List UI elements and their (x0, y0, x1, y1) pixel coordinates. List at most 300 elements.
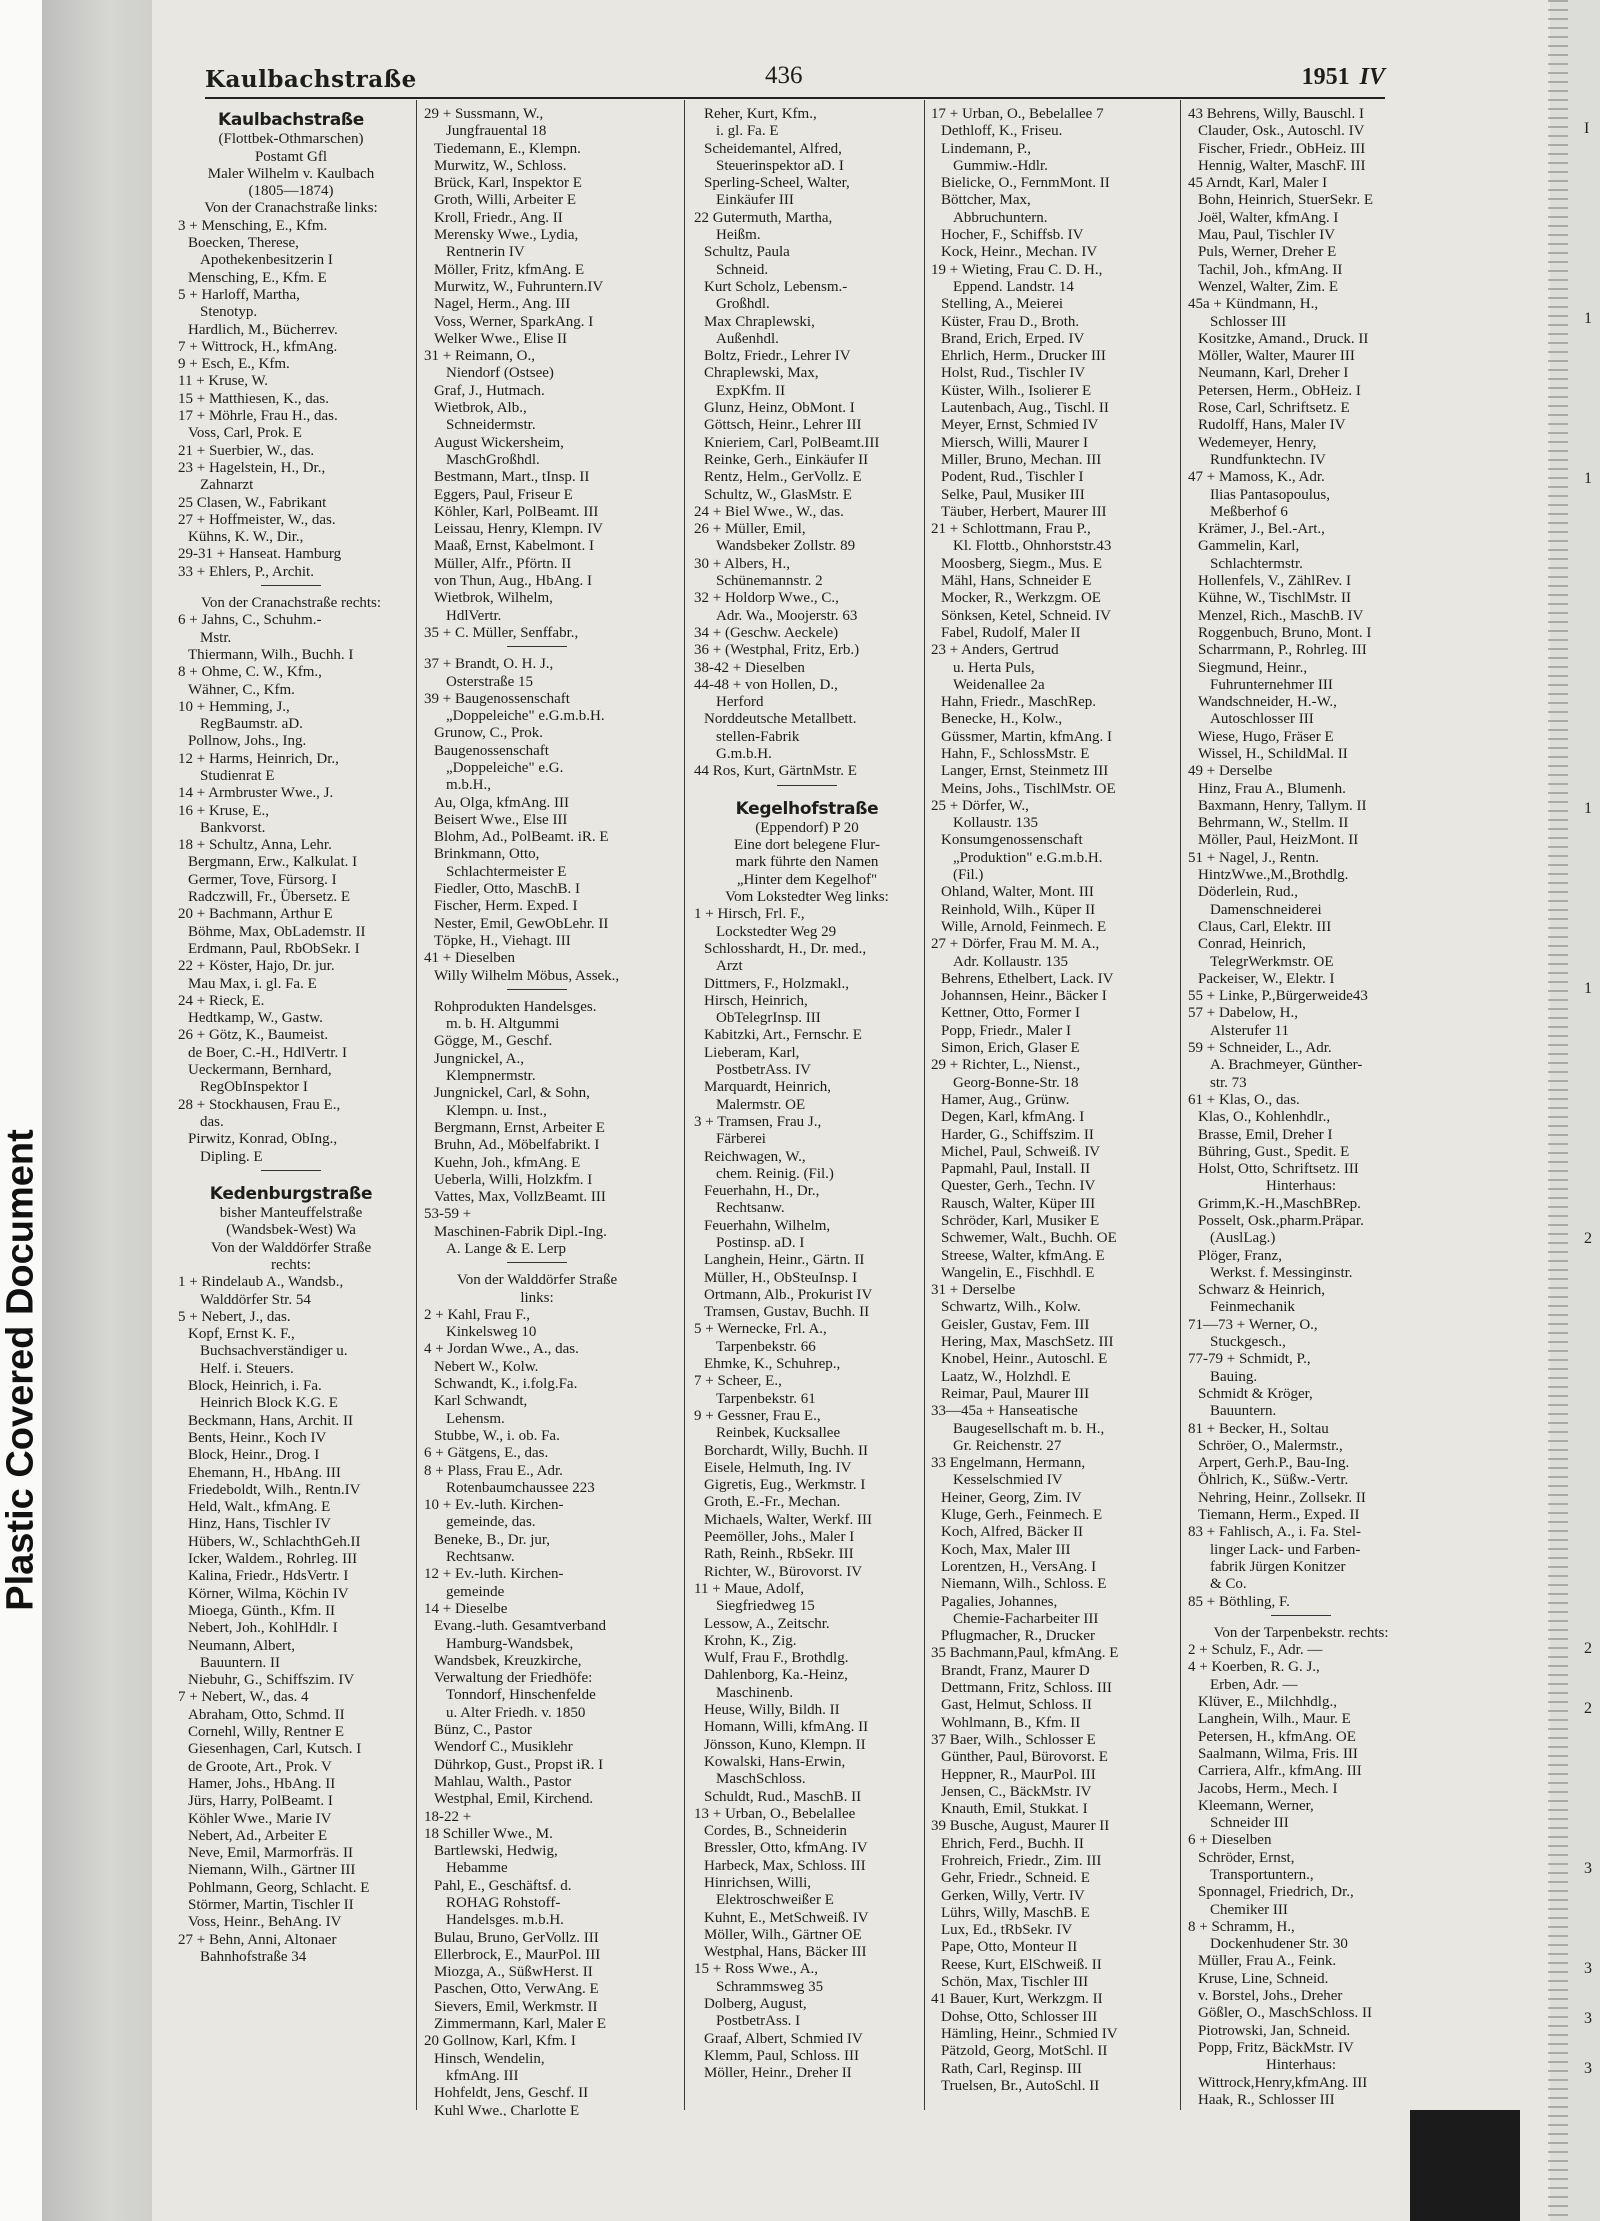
directory-column-2 (424, 106, 650, 2116)
directory-entry: A. Brachmeyer, Günther- (1210, 1057, 1363, 1074)
directory-entry: Bahnhofstraße 34 (200, 1948, 307, 1965)
directory-entry: Koch, Max, Maler III (941, 1541, 1071, 1558)
directory-entry: (AuslLag.) (1210, 1230, 1276, 1247)
directory-entry: Tonndorf, Hinschenfelde (446, 1687, 596, 1704)
directory-entry: Störmer, Martin, Tischler II (188, 1896, 354, 1913)
directory-entry: Knieriem, Carl, PolBeamt.III (704, 434, 880, 451)
directory-entry: 26 + Götz, K., Baumeist. (178, 1027, 329, 1044)
directory-entry: gemeinde (446, 1583, 505, 1600)
directory-entry: Petersen, Herm., ObHeiz. I (1198, 382, 1361, 399)
directory-entry: 5 + Nebert, J., das. (178, 1308, 291, 1325)
directory-entry: Gammelin, Karl, (1198, 538, 1300, 555)
directory-entry: Herford (716, 694, 764, 711)
directory-entry: 33 Engelmann, Hermann, (931, 1455, 1086, 1472)
directory-entry: 8 + Plass, Frau E., Adr. (424, 1462, 563, 1479)
directory-entry: Knobel, Heinr., Autoschl. E (941, 1351, 1108, 1368)
directory-entry: 61 + Klas, O., das. (1188, 1091, 1300, 1108)
section-separator (424, 646, 650, 656)
adjacent-page-fragment: 3 (1584, 1960, 1592, 1977)
directory-entry: Paschen, Otto, VerwAng. E (434, 1981, 599, 1998)
column-divider (1180, 100, 1181, 2110)
directory-entry: Möller, Paul, HeizMont. II (1198, 832, 1359, 849)
directory-entry: „Doppeleiche" e.G. (446, 759, 564, 776)
directory-entry: 71—73 + Werner, O., (1188, 1316, 1318, 1333)
directory-entry: i. gl. Fa. E (716, 123, 779, 140)
directory-entry: m.b.H., (446, 777, 491, 794)
page-gutter (42, 0, 152, 2221)
directory-entry: 5 + Harloff, Martha, (178, 286, 300, 303)
directory-entry: chem. Reinig. (Fil.) (716, 1165, 834, 1182)
adjacent-page-fragment: 1 (1584, 310, 1592, 327)
directory-entry: Pflugmacher, R., Drucker (941, 1628, 1095, 1645)
directory-entry: 16 + Kruse, E., (178, 802, 269, 819)
directory-entry: Willy Wilhelm Möbus, Assek., (434, 967, 620, 984)
directory-entry: Feuerhahn, H., Dr., (704, 1183, 820, 1200)
directory-entry: Ilias Pantasopoulus, (1210, 486, 1330, 503)
directory-entry: Roggenbuch, Bruno, Mont. I (1198, 624, 1372, 641)
directory-entry: Brinkmann, Otto, (434, 846, 540, 863)
directory-entry: Wiese, Hugo, Fräser E (1198, 728, 1334, 745)
directory-entry: linger Lack- und Farben- (1210, 1541, 1361, 1558)
directory-entry: Bruhn, Ad., Möbelfabrikt. I (434, 1137, 600, 1154)
directory-entry: Leissau, Henry, Klempn. IV (434, 521, 603, 538)
directory-entry: Werkst. f. Messinginstr. (1210, 1264, 1353, 1281)
directory-entry: stellen-Fabrik (716, 728, 800, 745)
directory-entry: Feuerhahn, Wilhelm, (704, 1217, 831, 1234)
directory-entry: rechts: (271, 1257, 311, 1273)
directory-entry: Buchsachverständiger u. (200, 1343, 348, 1360)
directory-entry: Cornehl, Willy, Rentner E (188, 1724, 345, 1741)
directory-entry: Arzt (716, 958, 743, 975)
directory-entry: 17 + Möhrle, Frau H., das. (178, 408, 338, 425)
directory-entry: Langhein, Heinr., Gärtn. II (704, 1252, 865, 1269)
directory-entry: Niemann, Wilh., Gärtner III (188, 1862, 356, 1879)
directory-entry: 34 + (Geschw. Aeckele) (694, 624, 839, 641)
directory-entry: Frohreich, Friedr., Zim. III (941, 1852, 1102, 1869)
directory-entry: Müller, Alfr., Pförtn. II (434, 555, 572, 572)
directory-entry: Schröder, Ernst, (1198, 1849, 1295, 1866)
directory-entry: Hardlich, M., Bücherrev. (188, 321, 338, 338)
directory-entry: Marquardt, Heinrich, (704, 1079, 832, 1096)
adjacent-page-fragment: 3 (1584, 2060, 1592, 2077)
directory-entry: Rose, Carl, Schriftsetz. E (1198, 400, 1350, 417)
directory-entry: Eisele, Helmuth, Ing. IV (704, 1459, 852, 1476)
directory-entry: Radczwill, Fr., Übersetz. E (188, 889, 351, 906)
directory-entry: Wulf, Frau F., Brothdlg. (704, 1650, 849, 1667)
directory-entry: Müller, Frau A., Feink. (1198, 1953, 1337, 1970)
directory-entry: Ehemann, H., HbAng. III (188, 1464, 341, 1481)
directory-entry: 59 + Schneider, L., Adr. (1188, 1040, 1332, 1057)
directory-entry: Schneider III (1210, 1815, 1289, 1832)
directory-entry: Eppend. Landstr. 14 (953, 278, 1074, 295)
directory-entry: Dockenhudener Str. 30 (1210, 1936, 1348, 1953)
directory-entry: Eine dort belegene Flur- (734, 837, 880, 854)
directory-entry: Schlachtermeister E (446, 863, 567, 880)
adjacent-page-fragment: 2 (1584, 1700, 1592, 1717)
directory-entry: Alsterufer 11 (1210, 1022, 1289, 1039)
directory-entry: TelegrWerkmstr. OE (1210, 953, 1334, 970)
directory-entry: Kinkelsweg 10 (446, 1324, 537, 1341)
page-number: 436 (765, 62, 803, 89)
directory-entry: Michaels, Walter, Werkf. III (704, 1511, 873, 1528)
header-year (1302, 64, 1385, 91)
directory-entry: 5 + Wernecke, Frl. A., (694, 1321, 827, 1338)
directory-entry: Giesenhagen, Carl, Kutsch. I (188, 1741, 362, 1758)
directory-entry: Vom Lokstedter Weg links: (725, 889, 889, 906)
directory-entry: Pahl, E., Geschäftsf. d. (434, 1877, 572, 1894)
directory-entry: Grimm,K.-H.,MaschBRep. (1198, 1195, 1361, 1212)
directory-entry: Conrad, Heinrich, (1198, 936, 1306, 953)
directory-entry: Transportuntern., (1210, 1866, 1314, 1883)
directory-entry: 3 + Tramsen, Frau J., (694, 1113, 822, 1130)
directory-entry: Jungfrauental 18 (446, 123, 547, 140)
directory-entry: Wenzel, Walter, Zim. E (1198, 278, 1338, 295)
directory-entry: 55 + Linke, P.,Bürgerweide43 (1188, 988, 1368, 1005)
directory-entry: Fabel, Rudolf, Maler II (941, 624, 1081, 641)
directory-entry: links: (520, 1289, 554, 1306)
directory-entry: Pirwitz, Konrad, ObIng., (188, 1131, 338, 1148)
directory-entry: Meßberhof 6 (1210, 503, 1288, 520)
directory-entry: Handelsges. m.b.H. (446, 1912, 564, 1929)
directory-entry: Arpert, Gerh.P., Bau-Ing. (1198, 1455, 1350, 1472)
directory-entry: Weidenallee 2a (953, 676, 1045, 693)
directory-entry: 1 + Rindelaub A., Wandsb., (178, 1274, 344, 1291)
directory-entry: Tiemann, Herm., Exped. II (1198, 1507, 1360, 1524)
directory-entry: 29 + Sussmann, W., (424, 106, 544, 122)
directory-entry: RegObInspektor I (200, 1079, 308, 1096)
directory-entry: Wandsbeker Zollstr. 89 (716, 538, 856, 555)
directory-entry: Chemiker III (1210, 1901, 1288, 1918)
directory-entry: Groth, E.-Fr., Mechan. (704, 1494, 841, 1511)
directory-entry: Meyer, Ernst, Schmied IV (941, 417, 1099, 434)
directory-entry: Reimar, Paul, Maurer III (941, 1385, 1090, 1402)
section-separator (1188, 1615, 1414, 1625)
directory-entry: Peemöller, Johs., Maler I (704, 1529, 855, 1546)
directory-entry: 12 + Ev.-luth. Kirchen- (424, 1566, 564, 1583)
directory-entry: Möller, Walter, Maurer III (1198, 348, 1355, 365)
directory-entry: Böttcher, Max, (941, 192, 1031, 209)
directory-entry: Köhler, Karl, PolBeamt. III (434, 503, 599, 520)
directory-entry: Mau, Paul, Tischler IV (1198, 227, 1336, 244)
directory-entry: (Eppendorf) P 20 (755, 819, 859, 836)
directory-entry: Niebuhr, G., Schiffszim. IV (188, 1672, 355, 1689)
directory-entry: 25 + Dörfer, W., (931, 797, 1029, 814)
directory-entry: 33 + Ehlers, P., Archit. (178, 563, 314, 580)
directory-column-5 (1188, 106, 1414, 2116)
directory-entry: Langer, Ernst, Steinmetz III (941, 763, 1109, 780)
directory-entry: Schultz, Paula (704, 244, 790, 261)
adjacent-page-fragment: 1 (1584, 470, 1592, 487)
directory-entry: „Produktion" e.G.m.b.H. (953, 849, 1103, 866)
directory-entry: Hebamme (446, 1860, 508, 1877)
directory-entry: Klas, O., Kohlenhdlr., (1198, 1109, 1331, 1126)
directory-entry: 43 Behrens, Willy, Bauschl. I (1188, 106, 1365, 122)
directory-entry: Fischer, Herm. Exped. I (434, 898, 578, 915)
directory-entry: A. Lange & E. Lerp (446, 1241, 566, 1257)
directory-entry: Hahn, Friedr., MaschRep. (941, 694, 1096, 711)
directory-entry: Hahn, F., SchlossMstr. E (941, 745, 1090, 762)
directory-entry: Von der Tarpenbekstr. rechts: (1213, 1624, 1389, 1641)
directory-entry: Kl. Flottb., Ohnhorststr.43 (953, 538, 1112, 555)
directory-entry: Schön, Max, Tischler III (941, 1974, 1089, 1991)
directory-entry: Piotrowski, Jan, Schneid. (1198, 2022, 1351, 2039)
directory-entry: Wohlmann, B., Kfm. II (941, 1714, 1081, 1731)
directory-entry: Voss, Heinr., BehAng. IV (188, 1914, 342, 1931)
directory-entry: 23 + Hagelstein, H., Dr., (178, 459, 326, 476)
directory-entry: Pätzold, Georg, MotSchl. II (941, 2043, 1108, 2060)
directory-entry: Neumann, Karl, Dreher I (1198, 365, 1349, 382)
directory-entry: Günther, Paul, Bürovorst. E (941, 1749, 1108, 1766)
header-part: IV (1359, 64, 1385, 90)
directory-entry: 49 + Derselbe (1188, 763, 1273, 780)
directory-entry: Selke, Paul, Musiker III (941, 486, 1085, 503)
directory-entry: Hinsch, Wendelin, (434, 2050, 545, 2067)
directory-entry: 8 + Schramm, H., (1188, 1918, 1295, 1935)
directory-entry: Hämling, Heinr., Schmied IV (941, 2025, 1118, 2042)
directory-entry: Hinz, Frau A., Blumenh. (1198, 780, 1346, 797)
directory-entry: Kroll, Friedr., Ang. II (434, 209, 563, 226)
directory-entry: Klüver, E., Milchhdlg., (1198, 1694, 1337, 1711)
column-divider (416, 100, 417, 2110)
directory-entry: Petersen, H., kfmAng. OE (1198, 1728, 1356, 1745)
directory-entry: Schmidt & Kröger, (1198, 1385, 1313, 1402)
directory-entry: Jürs, Harry, PolBeamt. I (188, 1793, 333, 1810)
directory-entry: Rausch, Walter, Küper III (941, 1195, 1096, 1212)
directory-entry: Autoschlosser III (1210, 711, 1314, 728)
directory-entry: Benecke, H., Kolw., (941, 711, 1063, 728)
directory-entry: Nester, Emil, GewObLehr. II (434, 915, 609, 932)
directory-entry: 27 + Dörfer, Frau M. M. A., (931, 936, 1100, 953)
directory-entry: Boecken, Therese, (188, 235, 299, 252)
directory-entry: Reinhold, Wilh., Küper II (941, 901, 1096, 918)
directory-entry: Krämer, J., Bel.-Art., (1198, 521, 1325, 538)
directory-entry: Tarpenbekstr. 61 (716, 1390, 816, 1407)
directory-entry: Wietbrok, Alb., (434, 400, 527, 417)
directory-entry: Gummiw.-Hdlr. (953, 157, 1048, 174)
directory-entry: Fiedler, Otto, MaschB. I (434, 881, 581, 898)
directory-entry: Güssmer, Martin, kfmAng. I (941, 728, 1113, 745)
directory-entry: Rechtsanw. (446, 1549, 515, 1566)
directory-entry: Studienrat E (200, 767, 275, 784)
directory-entry: Bartlewski, Hedwig, (434, 1843, 558, 1860)
directory-entry: u. Herta Puls, (953, 659, 1035, 676)
directory-entry: Niemann, Wilh., Schloss. E (941, 1576, 1107, 1593)
directory-entry: m. b. H. Altgummi (446, 1016, 560, 1033)
directory-entry: Ehrich, Ferd., Buchh. II (941, 1835, 1084, 1852)
directory-entry: Döderlein, Rud., (1198, 884, 1298, 901)
directory-entry: Glunz, Heinz, ObMont. I (704, 400, 855, 417)
directory-entry: Rentnerin IV (446, 244, 525, 261)
header-street-name: Kaulbachstraße (205, 66, 417, 93)
directory-entry: Niendorf (Ostsee) (446, 365, 554, 382)
directory-entry: Heiner, Georg, Zim. IV (941, 1489, 1082, 1506)
directory-entry: 83 + Fahlisch, A., i. Fa. Stel- (1188, 1524, 1362, 1541)
directory-entry: Rotenbaumchaussee 223 (446, 1479, 595, 1496)
directory-entry: 57 + Dabelow, H., (1188, 1005, 1298, 1022)
directory-entry: Abbruchuntern. (953, 209, 1048, 226)
directory-entry: Siegfriedweg 15 (716, 1598, 815, 1615)
directory-entry: Max Chraplewski, (704, 313, 815, 330)
directory-entry: Jungnickel, A., (434, 1050, 524, 1067)
directory-entry: 10 + Ev.-luth. Kirchen- (424, 1497, 564, 1514)
directory-entry: Maler Wilhelm v. Kaulbach (207, 165, 375, 182)
directory-entry: Schwandt, K., i.folg.Fa. (434, 1376, 578, 1393)
directory-entry: Wittrock,Henry,kfmAng. III (1198, 2074, 1368, 2091)
directory-entry: Reinke, Gerh., Einkäufer II (704, 451, 869, 468)
directory-entry: Tachil, Joh., kfmAng. II (1198, 261, 1343, 278)
directory-entry: Harbeck, Max, Schloss. III (704, 1857, 866, 1874)
directory-entry: Rechtsanw. (716, 1200, 785, 1217)
adjacent-page-fragment: 3 (1584, 2010, 1592, 2027)
directory-entry: Gigretis, Eug., Werkmstr. I (704, 1477, 866, 1494)
directory-entry: Mau Max, i. gl. Fa. E (188, 975, 317, 992)
directory-entry: 11 + Maue, Adolf, (694, 1580, 804, 1597)
directory-entry: 38-42 + Dieselben (694, 659, 805, 676)
directory-entry: 15 + Ross Wwe., A., (694, 1961, 819, 1978)
directory-entry: Schneidermstr. (446, 417, 536, 434)
directory-entry: Pagalies, Johannes, (941, 1593, 1058, 1610)
directory-entry: Thiermann, Wilh., Buchh. I (188, 646, 354, 663)
directory-entry: Friedeboldt, Wilh., Rentn.IV (188, 1481, 361, 1498)
directory-entry: 37 Baer, Wilh., Schlosser E (931, 1731, 1096, 1748)
directory-entry: PostbetrAss. I (716, 2013, 801, 2030)
directory-entry: Groth, Willi, Arbeiter E (434, 192, 577, 209)
directory-entry: str. 73 (1210, 1074, 1247, 1091)
directory-entry: Stenotyp. (200, 304, 258, 321)
directory-entry: Chemie-Facharbeiter III (953, 1610, 1099, 1627)
directory-entry: Schuldt, Rud., MaschB. II (704, 1788, 862, 1805)
directory-entry: von Thun, Aug., HbAng. I (434, 573, 593, 590)
directory-entry: Nebert, Joh., KohlHdlr. I (188, 1620, 338, 1637)
directory-entry: Steuerinspektor aD. I (716, 157, 844, 174)
directory-entry: Lieberam, Karl, (704, 1044, 800, 1061)
directory-entry: Erben, Adr. — (1210, 1676, 1298, 1693)
directory-entry: Popp, Fritz, BäckMstr. IV (1198, 2039, 1354, 2056)
directory-entry: Degen, Karl, kfmAng. I (941, 1109, 1085, 1126)
directory-entry: Schwemer, Walt., Buchh. OE (941, 1230, 1117, 1247)
directory-entry: Kalina, Friedr., HdsVertr. I (188, 1568, 349, 1585)
directory-entry: Ehmke, K., Schuhrep., (704, 1356, 841, 1373)
directory-entry: Schünemannstr. 2 (716, 573, 823, 590)
directory-entry: Maschinenb. (716, 1684, 794, 1701)
scan-edge-marks (1548, 0, 1568, 2221)
directory-entry: Dohse, Otto, Schlosser III (941, 2008, 1098, 2025)
directory-entry: HintzWwe.,M.,Brothdlg. (1198, 867, 1349, 884)
directory-entry: Stelling, A., Meierei (941, 296, 1064, 313)
directory-entry: 14 + Dieselbe (424, 1600, 508, 1617)
directory-entry: Schwarz & Heinrich, (1198, 1282, 1326, 1299)
directory-entry: Zahnarzt (200, 477, 254, 494)
directory-entry: 45 Arndt, Karl, Maler I (1188, 175, 1328, 192)
directory-entry: 18 + Schultz, Anna, Lehr. (178, 837, 332, 854)
directory-entry: 6 + Dieselben (1188, 1832, 1272, 1849)
directory-entry: Bulau, Bruno, GerVollz. III (434, 1929, 599, 1946)
directory-entry: Konsumgenossenschaft (941, 832, 1083, 849)
directory-entry: Wietbrok, Wilhelm, (434, 590, 553, 607)
directory-entry: Nebert W., Kolw. (434, 1358, 539, 1375)
directory-entry: Mahlau, Walth., Pastor (434, 1773, 572, 1790)
directory-entry: Lührs, Willy, MaschB. E (941, 1904, 1090, 1921)
directory-entry: Sievers, Emil, Werkmstr. II (434, 1998, 598, 2015)
directory-entry: fabrik Jürgen Konitzer (1210, 1558, 1346, 1575)
directory-entry: Murwitz, W., Schloss. (434, 157, 567, 174)
directory-entry: Brand, Erich, Erped. IV (941, 330, 1085, 347)
directory-entry: Siegmund, Heinr., (1198, 659, 1308, 676)
directory-entry: Möller, Heinr., Dreher II (704, 2065, 852, 2082)
directory-entry: Sponnagel, Friedrich, Dr., (1198, 1884, 1354, 1901)
directory-entry: 7 + Nebert, W., das. 4 (178, 1689, 309, 1706)
directory-entry: 1 + Hirsch, Frl. F., (694, 906, 805, 923)
directory-entry: Dettmann, Fritz, Schloss. III (941, 1680, 1112, 1697)
directory-entry: 35 + C. Müller, Senffabr., (424, 624, 579, 641)
directory-entry: Plöger, Franz, (1198, 1247, 1282, 1264)
directory-entry: Hinz, Hans, Tischler IV (188, 1516, 331, 1533)
directory-entry: Schlosser III (1210, 313, 1287, 330)
header-rule (205, 97, 1385, 99)
directory-entry: Kruse, Line, Schneid. (1198, 1970, 1329, 1987)
directory-entry: 2 + Schulz, F., Adr. — (1188, 1642, 1323, 1659)
directory-entry: Hinrichsen, Willi, (704, 1874, 812, 1891)
directory-entry: Heuse, Willy, Bildh. II (704, 1702, 840, 1719)
directory-entry: Kowalski, Hans-Erwin, (704, 1753, 846, 1770)
plastic-covered-text: Plastic Covered Document (0, 1129, 42, 1611)
directory-entry: Müller, H., ObSteuInsp. I (704, 1269, 858, 1286)
page-header (205, 60, 1385, 100)
directory-entry: Johannsen, Heinr., Bäcker I (941, 988, 1107, 1005)
directory-entry: Miersch, Willi, Maurer I (941, 434, 1088, 451)
directory-entry: Kuehn, Joh., kfmAng. E (434, 1154, 581, 1171)
directory-entry: v. Borstel, Johs., Dreher (1198, 1988, 1343, 2005)
directory-entry: Küster, Wilh., Isolierer E (941, 382, 1092, 399)
directory-entry: 41 Bauer, Kurt, Werkzgm. II (931, 1991, 1103, 2008)
directory-entry: Holst, Rud., Tischler IV (941, 365, 1086, 382)
directory-entry: 23 + Anders, Gertrud (931, 642, 1059, 659)
directory-entry: Miozga, A., SüßwHerst. II (434, 1964, 593, 1981)
directory-entry: Hollenfels, V., ZählRev. I (1198, 573, 1352, 590)
directory-entry: Außenhdl. (716, 330, 779, 347)
directory-entry: Holst, Otto, Schriftsetz. III (1198, 1161, 1359, 1178)
directory-entry: HdlVertr. (446, 607, 502, 624)
directory-entry: Lessow, A., Zeitschr. (704, 1615, 830, 1632)
directory-entry: Nebert, Ad., Arbeiter E (188, 1827, 328, 1844)
directory-entry: Podent, Rud., Tischler I (941, 469, 1084, 486)
directory-entry: Norddeutsche Metallbett. (704, 711, 857, 728)
directory-entry: Brück, Karl, Inspektor E (434, 175, 582, 192)
directory-entry: Wille, Arnold, Feinmech. E (941, 918, 1107, 935)
directory-entry: Streese, Walter, kfmAng. E (941, 1247, 1105, 1264)
column-divider (924, 100, 925, 2110)
directory-entry: Westphal, Hans, Bäcker III (704, 1944, 867, 1961)
directory-entry: Töpke, H., Viehagt. III (434, 932, 571, 949)
directory-entry: kfmAng. III (446, 2067, 519, 2084)
directory-entry: Schröer, O., Malermstr., (1198, 1437, 1343, 1454)
adjacent-page-fragment: 3 (1584, 1860, 1592, 1877)
directory-entry: 32 + Holdorp Wwe., C., (694, 590, 839, 607)
directory-entry: Möller, Wilh., Gärtner OE (704, 1926, 862, 1943)
adjacent-page-fragment: 1 (1584, 980, 1592, 997)
directory-entry: Bestmann, Mart., tInsp. II (434, 469, 590, 486)
directory-entry: 10 + Hemming, J., (178, 698, 290, 715)
directory-entry: 8 + Ohme, C. W., Kfm., (178, 664, 322, 681)
directory-entry: Hübers, W., SchlachthGeh.II (188, 1533, 361, 1550)
directory-entry: Fuhrunternehmer III (1210, 676, 1333, 693)
directory-entry: Vattes, Max, VollzBeamt. III (434, 1189, 606, 1206)
directory-entry: Malermstr. OE (716, 1096, 806, 1113)
directory-entry: Damenschneiderei (1210, 901, 1322, 918)
directory-entry: Voss, Carl, Prok. E (188, 425, 302, 442)
directory-entry: Zimmermann, Karl, Maler E (434, 2016, 607, 2033)
directory-entry: Reichwagen, W., (704, 1148, 806, 1165)
